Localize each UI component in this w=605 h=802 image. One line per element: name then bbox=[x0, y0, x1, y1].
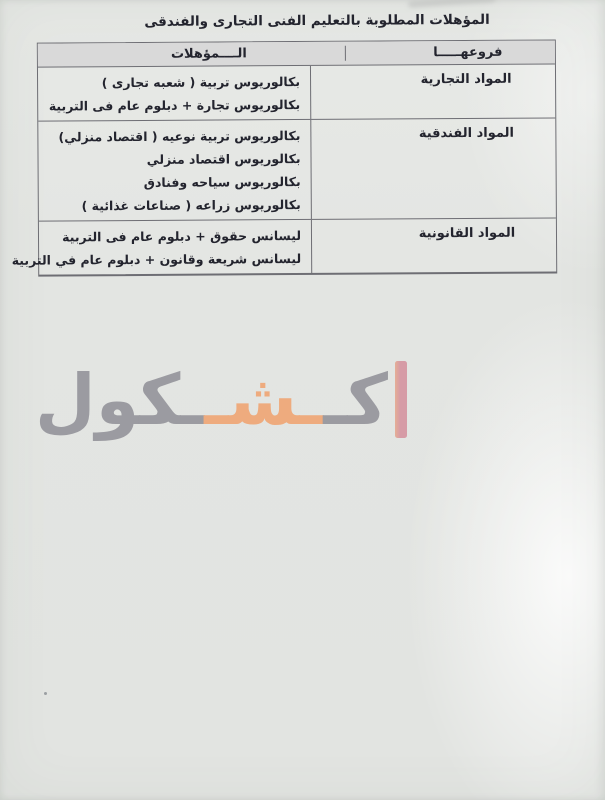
qualifications-cell bbox=[38, 120, 311, 221]
scan-speck-artifact bbox=[44, 692, 47, 695]
branch-cell bbox=[310, 118, 556, 218]
column-header-branches: فروعهـــــا bbox=[345, 44, 590, 60]
branch-name: المواد الفندقية bbox=[418, 125, 514, 142]
watermark-segment-first: كـ bbox=[323, 359, 388, 441]
qualifications-cell bbox=[38, 66, 310, 121]
branch-cell bbox=[311, 218, 556, 272]
table-row bbox=[38, 117, 556, 220]
page-title: المؤهلات المطلوبة بالتعليم الفنى التجارى والفندقى bbox=[144, 11, 490, 30]
qualification-line: بكالوريوس سياحه وفنادق bbox=[143, 174, 301, 190]
branch-name: المواد التجارية bbox=[420, 71, 512, 88]
qualification-line: بكالوريوس تربية نوعيه ( اقتصاد منزلي) bbox=[58, 128, 301, 145]
qualification-line: بكالوريوس اقتصاد منزلي bbox=[146, 151, 301, 167]
qualifications-cell bbox=[1, 220, 311, 275]
table-row bbox=[38, 63, 555, 120]
qualifications-table bbox=[11, 39, 557, 276]
table-body bbox=[11, 63, 556, 274]
branch-name: المواد القانونية bbox=[418, 225, 516, 242]
branch-cell bbox=[310, 64, 555, 118]
watermark-segment-last: ـكول bbox=[35, 359, 205, 441]
watermark-segment-middle: ـشـ bbox=[204, 359, 324, 441]
qualification-line: ليسانس شريعة وقانون + دبلوم عام في التربية bbox=[11, 251, 302, 268]
table-row bbox=[11, 217, 556, 274]
column-header-qualifications: الــــمؤهلات bbox=[170, 46, 247, 62]
qualification-line: بكالوريوس تجارة + دبلوم عام فى التربية bbox=[48, 97, 301, 114]
table-header-row bbox=[38, 40, 555, 66]
qualification-line: ليسانس حقوق + دبلوم عام فى التربية bbox=[62, 228, 302, 245]
qualification-line: بكالوريوس تربية ( شعبه تجارى ) bbox=[101, 74, 301, 91]
qualification-line: بكالوريوس زراعه ( صناعات غذائية ) bbox=[81, 197, 301, 214]
